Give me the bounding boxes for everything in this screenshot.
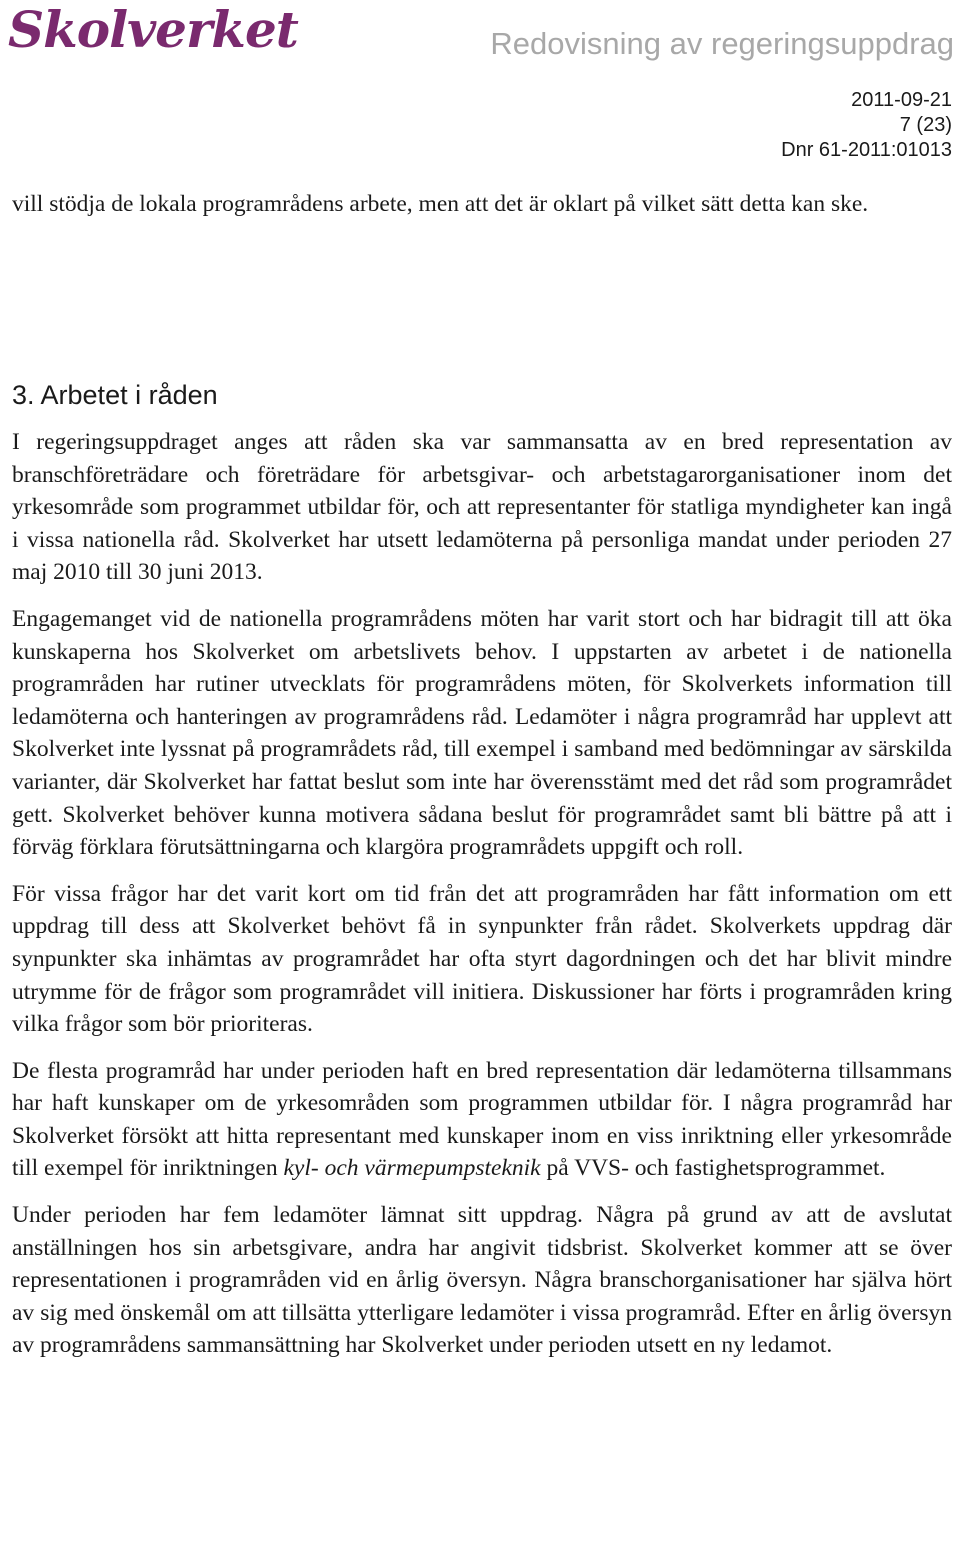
document-date: 2011-09-21 bbox=[851, 89, 952, 111]
report-title: Redovisning av regeringsuppdrag bbox=[490, 26, 954, 61]
paragraph-4 bbox=[12, 1055, 952, 1185]
document-dnr: Dnr 61-2011:01013 bbox=[781, 139, 952, 161]
paragraph-1: I regeringsuppdraget anges att råden ska var sammansatta av en bred representation av branschföreträdare och företrädare för arbetsgivar- och arbetstagarorganisationer inom det yrkesområde som programmet utbildar för, och att representanter för statliga myndigheter kan ingå i vissa nationella råd. Skolverket har utsett ledamöterna på personliga mandat under perioden 27 maj 2010 till 30 juni 2013. bbox=[12, 429, 952, 586]
intro-text bbox=[12, 188, 952, 235]
section-body bbox=[12, 426, 952, 1376]
page-number: 7 (23) bbox=[899, 114, 952, 136]
paragraph-2: Engagemanget vid de nationella programrådens möten har varit stort och har bidragit till att öka kunskaperna hos Skolverket om arbetslivets behov. I uppstarten av arbetet i de nationella programråden har rutiner utvecklats för programrådens möten, för Skolverkets information till ledamöterna och hanteringen av programrådens råd. Ledamöter i några programråd har upplevt att Skolverket inte lyssnat på programrådets råd, till exempel i samband med bedömningar av särskilda varianter, där Skolverket har fattat beslut som inte har överensstämt med det råd som programrådet gett. Skolverket behöver kunna motivera sådana beslut för programrådet samt bli bättre på att i förväg förklara förutsättningarna och klargöra programrådets uppgift och roll. bbox=[12, 605, 952, 861]
paragraph-4-text: De flesta programråd har under perioden haft en bred representation där ledamöterna tillsammans har haft kunskaper om de yrkesområden som programmen utbildar för. I några programråd har Skolverket försökt att hitta representant med kunskaper inom en viss inriktning eller yrkesområde till exempel för inriktningen bbox=[12, 1057, 952, 1182]
paragraph-4-italic: kyl- och värmepumpsteknik bbox=[283, 1155, 541, 1182]
document-meta bbox=[781, 88, 952, 163]
section-heading: 3. Arbetet i råden bbox=[12, 380, 218, 410]
paragraph-4-end: på VVS- och fastighetsprogrammet. bbox=[540, 1155, 886, 1182]
skolverket-logo: Skolverket bbox=[8, 0, 298, 59]
intro-paragraph: vill stödja de lokala programrådens arbete, men att det är oklart på vilket sätt detta kan ske. bbox=[12, 191, 869, 217]
paragraph-3: För vissa frågor har det varit kort om tid från det att programråden har fått information om ett uppdrag till dess att Skolverket behövt få in synpunkter från rådet. Skolverkets uppdrag där synpunkter ska inhämtas av programrådet har ofta styrt dagordningen och det har blivit mindre utrymme för de frågor som programrådet vill initiera. Diskussioner har förts i programråden kring vilka frågor som bör prioriteras. bbox=[12, 880, 952, 1038]
paragraph-5: Under perioden har fem ledamöter lämnat sitt uppdrag. Några på grund av att de avslutat anställningen hos sin arbetsgivare, andra har angivit tidsbrist. Skolverket kommer att se över representationen i programråden vid en årlig översyn. Några branschorganisationer har själva hört av sig med önskemål om att tillsätta ytterligare ledamöter i vissa programråd. Efter en årlig översyn av programrådens sammansättning har Skolverket under perioden utsett en ny ledamot. bbox=[12, 1202, 952, 1359]
